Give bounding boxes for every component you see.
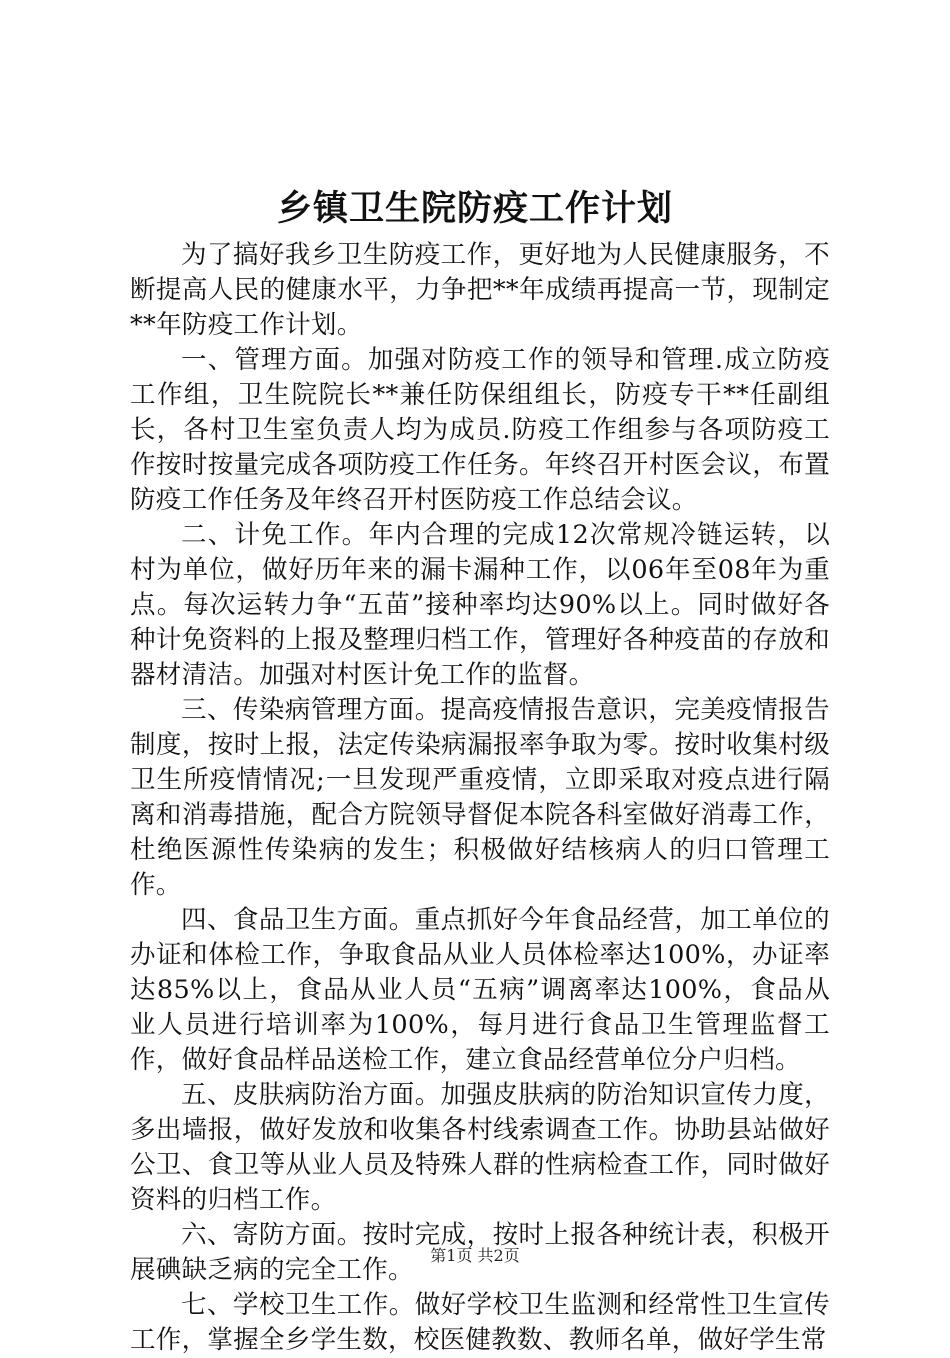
paragraph-food-hygiene: 四、食品卫生方面。重点抓好今年食品经营，加工单位的办证和体检工作，争取食品从业人员体检率达100%，办证率达85%以上，食品从业人员“五病”调离率达100%，食品从业人员进行培训率为100%，每月进行食品卫生管理监督工作，做好食品样品送检工作，建立食品经营单位分户归档。	[130, 905, 830, 1075]
paragraph-parasite-prevention: 六、寄防方面。按时完成，按时上报各种统计表，积极开展碘缺乏病的完全工作。	[130, 1220, 830, 1285]
paragraph-immunization: 二、计免工作。年内合理的完成12次常规冷链运转，以村为单位，做好历年来的漏卡漏种工作，以06年至08年为重点。每次运转力争“五苗”接种率均达90%以上。同时做好各种计免资料的上报及整理归档工作，管理好各种疫苗的存放和器材清洁。加强对村医计免工作的监督。	[130, 520, 830, 690]
document-title: 乡镇卫生院防疫工作计划	[276, 189, 673, 229]
paragraph-management: 一、管理方面。加强对防疫工作的领导和管理.成立防疫工作组，卫生院院长**兼任防保组组长，防疫专干**任副组长，各村卫生室负责人均为成员.防疫工作组参与各项防疫工作按时按量完成各项防疫工作任务。年终召开村医会议，布置防疫工作任务及年终召开村医防疫工作总结会议。	[130, 345, 830, 515]
paragraph-skin-disease: 五、皮肤病防治方面。加强皮肤病的防治知识宣传力度，多出墙报，做好发放和收集各村线索调查工作。协助县站做好公卫、食卫等从业人员及特殊人群的性病检查工作，同时做好资料的归档工作。	[130, 1080, 830, 1215]
paragraph-school-hygiene: 七、学校卫生工作。做好学校卫生监测和经常性卫生宣传工作，掌握全乡学生数，校医健教数、教师名单，做好学生常	[130, 1290, 830, 1355]
paragraph-infectious-disease: 三、传染病管理方面。提高疫情报告意识，完美疫情报告制度，按时上报，法定传染病漏报率争取为零。按时收集村级卫生所疫情情况;一旦发现严重疫情，立即采取对疫点进行隔离和消毒措施，配合方院领导督促本院各科室做好消毒工作，杜绝医源性传染病的发生；积极做好结核病人的归口管理工作。	[130, 695, 830, 900]
page-number-footer: 第1页 共2页	[430, 1246, 520, 1265]
document-body	[130, 238, 830, 1358]
paragraph-intro: 为了搞好我乡卫生防疫工作，更好地为人民健康服务，不断提高人民的健康水平，力争把**年成绩再提高一节，现制定**年防疫工作计划。	[130, 240, 830, 340]
